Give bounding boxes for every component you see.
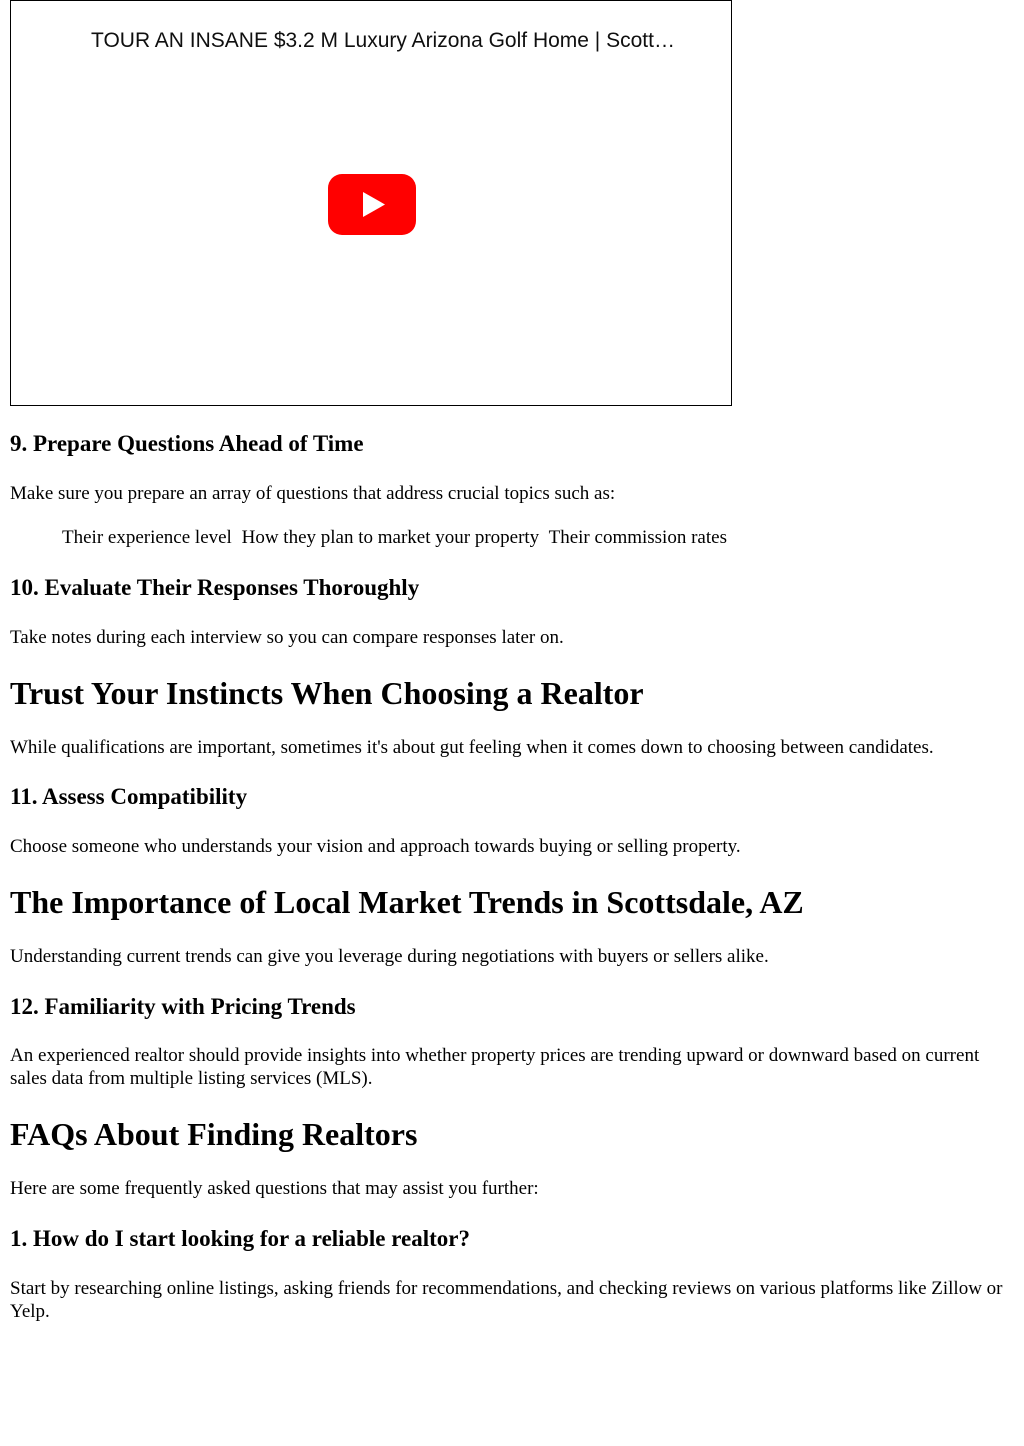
heading-trust-instincts: Trust Your Instincts When Choosing a Realtor	[10, 675, 644, 711]
question-topics-list	[62, 526, 732, 549]
heading-prepare-questions: 9. Prepare Questions Ahead of Time	[10, 431, 364, 456]
paragraph-pricing-trends: An experienced realtor should provide insights into whether property prices are trending upward or downward based on current sales data from multiple listing services (MLS).	[10, 1045, 980, 1089]
video-title[interactable]: TOUR AN INSANE $3.2 M Luxury Arizona Golf Home | Scott…	[91, 29, 675, 52]
paragraph-faqs-intro: Here are some frequently asked questions that may assist you further:	[10, 1178, 539, 1199]
heading-faqs: FAQs About Finding Realtors	[10, 1116, 418, 1152]
list-item: How they plan to market your property	[241, 527, 540, 548]
heading-pricing-trends: 12. Familiarity with Pricing Trends	[10, 994, 356, 1019]
youtube-play-icon	[328, 174, 416, 235]
paragraph-prepare-questions: Make sure you prepare an array of questions that address crucial topics such as:	[10, 483, 616, 504]
heading-faq-1: 1. How do I start looking for a reliable realtor?	[10, 1226, 470, 1251]
paragraph-assess-compatibility: Choose someone who understands your vision and approach towards buying or selling property.	[10, 836, 741, 857]
list-item: Their experience level	[62, 527, 232, 548]
paragraph-evaluate-responses: Take notes during each interview so you can compare responses later on.	[10, 627, 564, 648]
heading-evaluate-responses: 10. Evaluate Their Responses Thoroughly	[10, 575, 420, 600]
video-embed[interactable]	[10, 0, 732, 406]
paragraph-faq-1: Start by researching online listings, asking friends for recommendations, and checking reviews on various platforms like Zillow or Yelp.	[10, 1278, 1003, 1322]
paragraph-trust-instincts: While qualifications are important, sometimes it's about gut feeling when it comes down to choosing between candidates.	[10, 737, 934, 758]
play-button[interactable]	[328, 174, 416, 235]
list-item: Their commission rates	[548, 527, 727, 548]
paragraph-local-market-trends: Understanding current trends can give you leverage during negotiations with buyers or sellers alike.	[10, 946, 769, 967]
heading-assess-compatibility: 11. Assess Compatibility	[10, 784, 248, 809]
heading-local-market-trends: The Importance of Local Market Trends in Scottsdale, AZ	[10, 884, 804, 920]
